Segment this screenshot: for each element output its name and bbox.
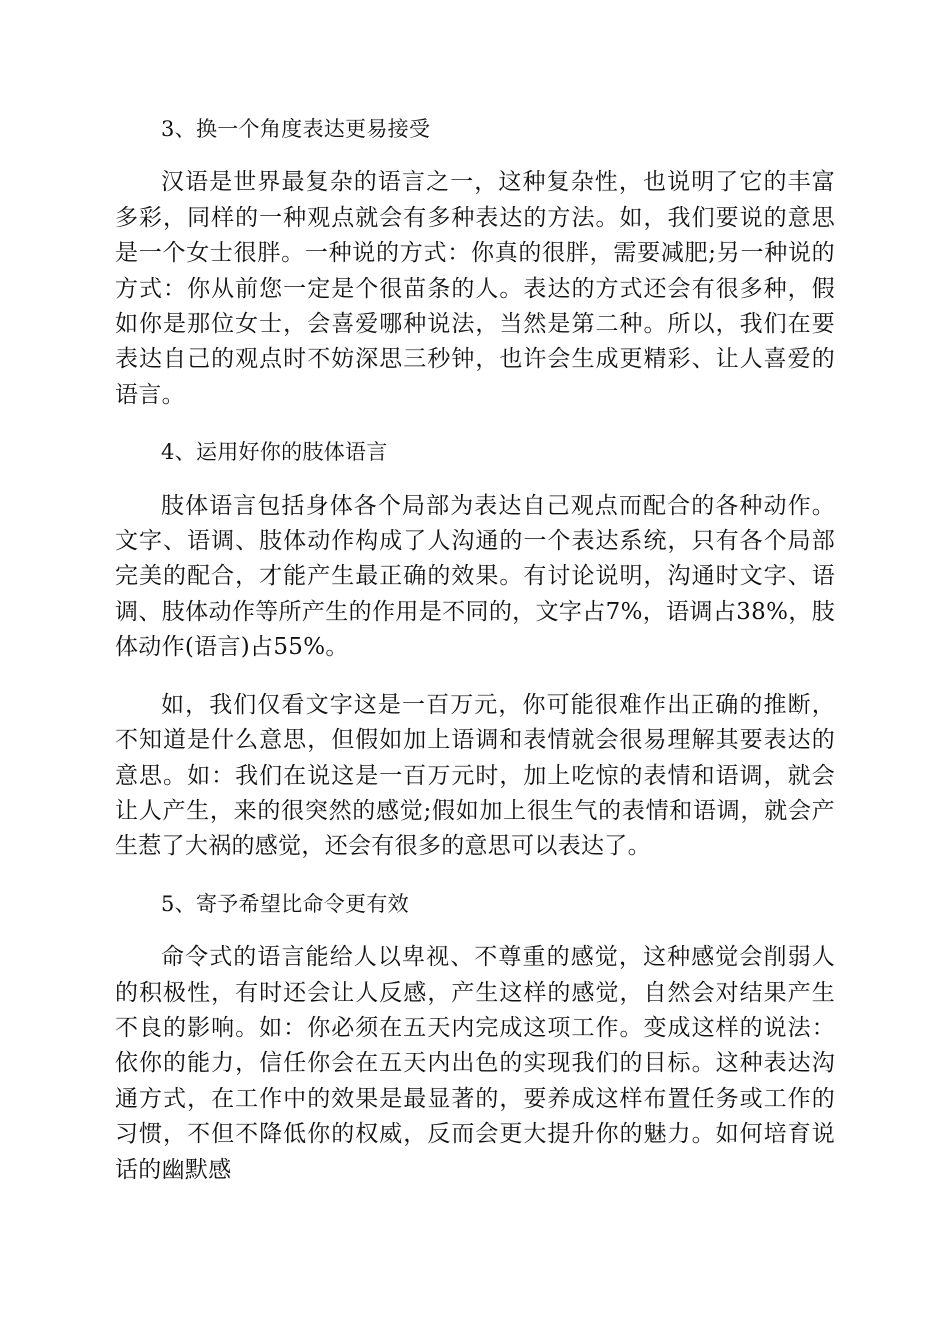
- section-heading-3: 3、换一个角度表达更易接受: [161, 117, 431, 141]
- paragraph: 肢体语言包括身体各个局部为表达自己观点而配合的各种动作。文字、语调、肢体动作构成了人沟通的一个表达系统，只有各个局部完美的配合，才能产生最正确的效果。有讨论说明，沟通时文字、语调、肢体动作等所产生的作用是不同的，文字占7%，语调占38%，肢体动作(语言)占55%。: [115, 492, 835, 661]
- section-heading-4: 4、运用好你的肢体语言: [161, 440, 388, 465]
- paragraph: 汉语是世界最复杂的语言之一，这种复杂性，也说明了它的丰富多彩，同样的一种观点就会有多种表达的方法。如，我们要说的意思是一个女士很胖。一种说的方式：你真的很胖，需要减肥;另一种说的方式：你从前您一定是个很苗条的人。表达的方式还会有很多种，假如你是那位女士，会喜爱哪种说法，当然是第二种。所以，我们在要表达自己的观点时不妨深思三秒钟，也许会生成更精彩、让人喜爱的语言。: [115, 169, 835, 408]
- section-heading-5: 5、寄予希望比命令更有效: [161, 891, 409, 916]
- paragraph: 命令式的语言能给人以卑视、不尊重的感觉，这种感觉会削弱人的积极性，有时还会让人反感，产生这样的感觉，自然会对结果产生不良的影响。如：你必须在五天内完成这项工作。变成这样的说法：依你的能力，信任你会在五天内出色的实现我们的目标。这种表达沟通方式，在工作中的效果是最显著的，要养成这样布置任务或工作的习惯，不但不降低你的权威，反而会更大提升你的魅力。如何培育说话的幽默感: [115, 944, 835, 1183]
- document-body: [115, 112, 835, 1206]
- paragraph: 如，我们仅看文字这是一百万元，你可能很难作出正确的推断，不知道是什么意思，但假如加上语调和表情就会很易理解其要表达的意思。如：我们在说这是一百万元时，加上吃惊的表情和语调，就会让人产生，来的很突然的感觉;假如加上很生气的表情和语调，就会产生惹了大祸的感觉，还会有很多的意思可以表达了。: [115, 691, 835, 860]
